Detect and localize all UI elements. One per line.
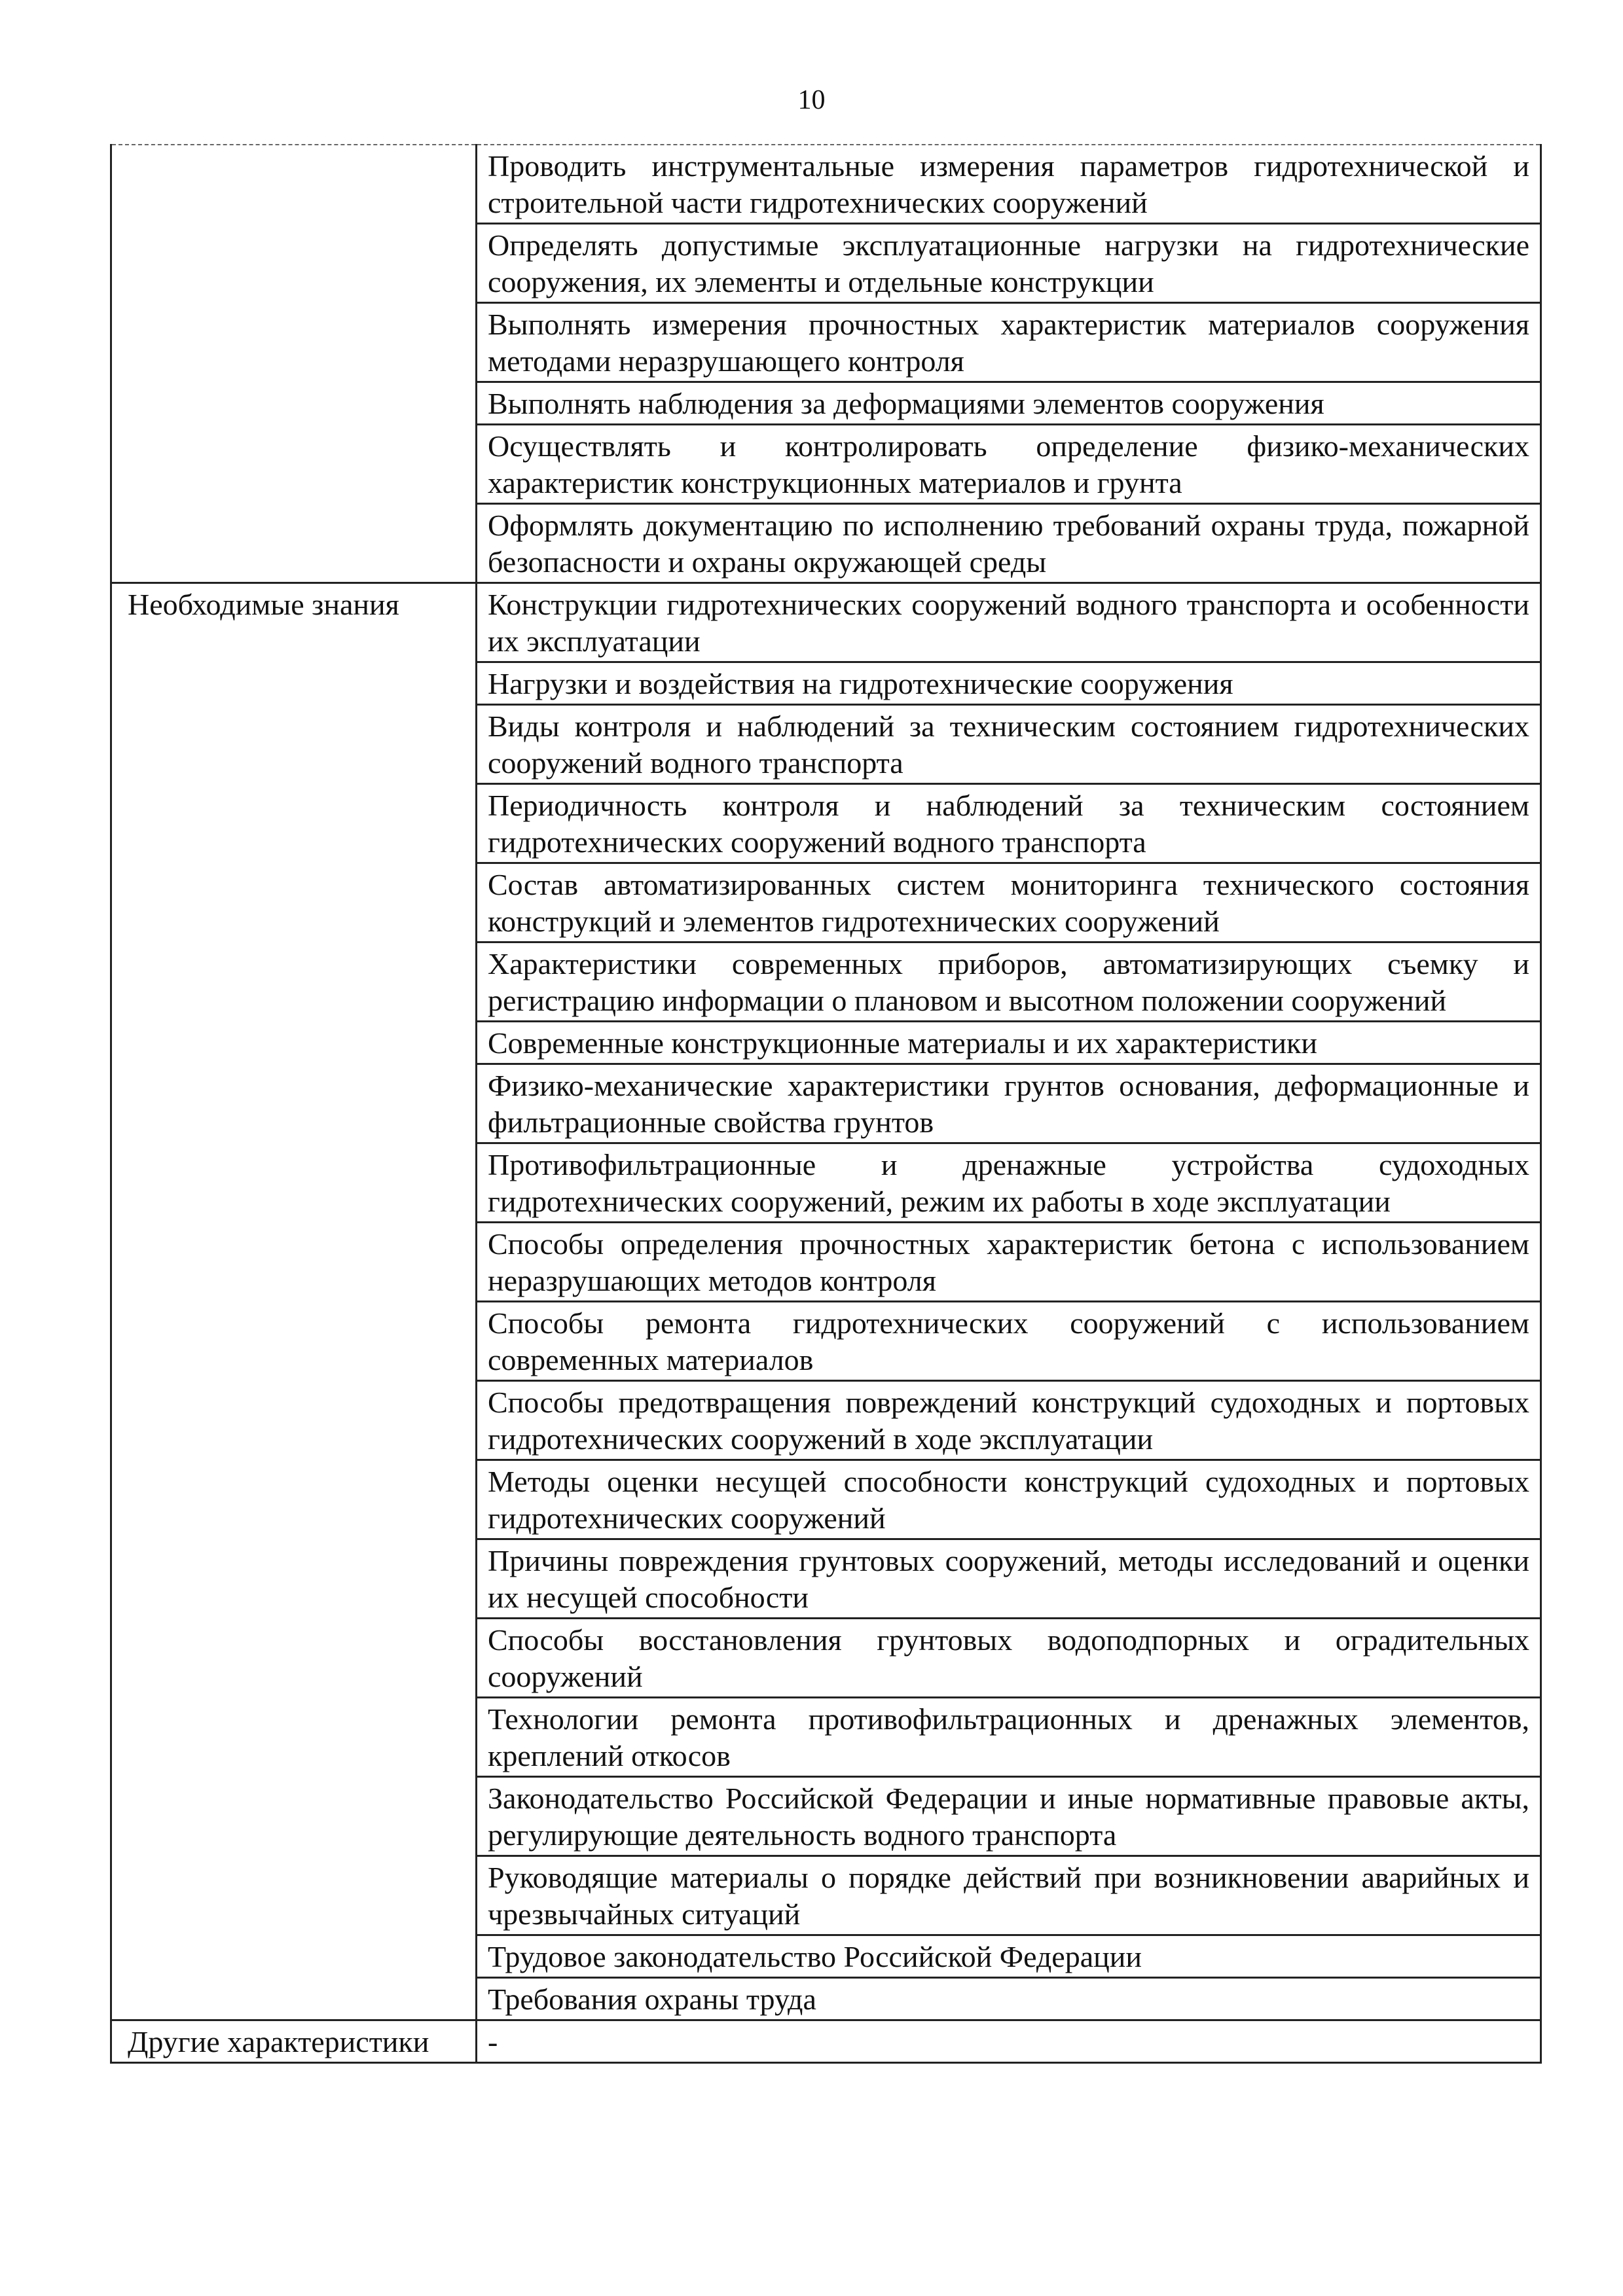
knowledge-item: Требования охраны труда — [477, 1978, 1541, 2020]
knowledge-label: Необходимые знания — [111, 583, 477, 2020]
knowledge-item: Физико-механические характеристики грунтов основания, деформационные и фильтрационные свойства грунтов — [477, 1064, 1541, 1143]
requirements-table — [110, 144, 1542, 2064]
knowledge-item: Противофильтрационные и дренажные устройства судоходных гидротехнических сооружений, режим их работы в ходе эксплуатации — [477, 1143, 1541, 1223]
knowledge-item: Способы ремонта гидротехнических сооружений с использованием современных материалов — [477, 1302, 1541, 1381]
skill-item: Выполнять измерения прочностных характеристик материалов сооружения методами неразрушающего контроля — [477, 303, 1541, 382]
skill-item: Проводить инструментальные измерения параметров гидротехнической и строительной части гидротехнических сооружений — [477, 145, 1541, 224]
knowledge-item: Способы восстановления грунтовых водоподпорных и оградительных сооружений — [477, 1619, 1541, 1698]
table-row — [111, 2020, 1541, 2063]
knowledge-item: Конструкции гидротехнических сооружений водного транспорта и особенности их эксплуатации — [477, 583, 1541, 662]
knowledge-item: Характеристики современных приборов, автоматизирующих съемку и регистрацию информации о плановом и высотном положении сооружений — [477, 942, 1541, 1022]
knowledge-item: Современные конструкционные материалы и их характеристики — [477, 1022, 1541, 1064]
table-row — [111, 583, 1541, 662]
table-body — [111, 145, 1541, 2063]
skill-item: Оформлять документацию по исполнению требований охраны труда, пожарной безопасности и охраны окружающей среды — [477, 504, 1541, 583]
table-row — [111, 145, 1541, 224]
knowledge-item: Способы предотвращения повреждений конструкций судоходных и портовых гидротехнических сооружений в ходе эксплуатации — [477, 1381, 1541, 1460]
knowledge-item: Причины повреждения грунтовых сооружений, методы исследований и оценки их несущей способности — [477, 1539, 1541, 1619]
knowledge-item: Технологии ремонта противофильтрационных и дренажных элементов, креплений откосов — [477, 1698, 1541, 1777]
knowledge-item: Способы определения прочностных характеристик бетона с использованием неразрушающих методов контроля — [477, 1223, 1541, 1302]
page-number: 10 — [797, 85, 826, 115]
other-label: Другие характеристики — [111, 2020, 477, 2063]
knowledge-item: Руководящие материалы о порядке действий при возникновении аварийных и чрезвычайных ситуаций — [477, 1856, 1541, 1935]
skills-label-cell — [111, 145, 477, 583]
knowledge-item: Законодательство Российской Федерации и иные нормативные правовые акты, регулирующие деятельность водного транспорта — [477, 1777, 1541, 1856]
knowledge-item: Периодичность контроля и наблюдений за техническим состоянием гидротехнических сооружений водного транспорта — [477, 784, 1541, 863]
skill-item: Выполнять наблюдения за деформациями элементов сооружения — [477, 382, 1541, 425]
knowledge-item: Трудовое законодательство Российской Федерации — [477, 1935, 1541, 1978]
knowledge-item: Методы оценки несущей способности конструкций судоходных и портовых гидротехнических сооружений — [477, 1460, 1541, 1539]
knowledge-item: Виды контроля и наблюдений за техническим состоянием гидротехнических сооружений водного транспорта — [477, 705, 1541, 784]
skill-item: Осуществлять и контролировать определение физико-механических характеристик конструкционных материалов и грунта — [477, 425, 1541, 504]
knowledge-item: Нагрузки и воздействия на гидротехнические сооружения — [477, 662, 1541, 705]
other-value: - — [477, 2020, 1541, 2063]
knowledge-item: Состав автоматизированных систем мониторинга технического состояния конструкций и элементов гидротехнических сооружений — [477, 863, 1541, 942]
skill-item: Определять допустимые эксплуатационные нагрузки на гидротехнические сооружения, их элементы и отдельные конструкции — [477, 224, 1541, 303]
